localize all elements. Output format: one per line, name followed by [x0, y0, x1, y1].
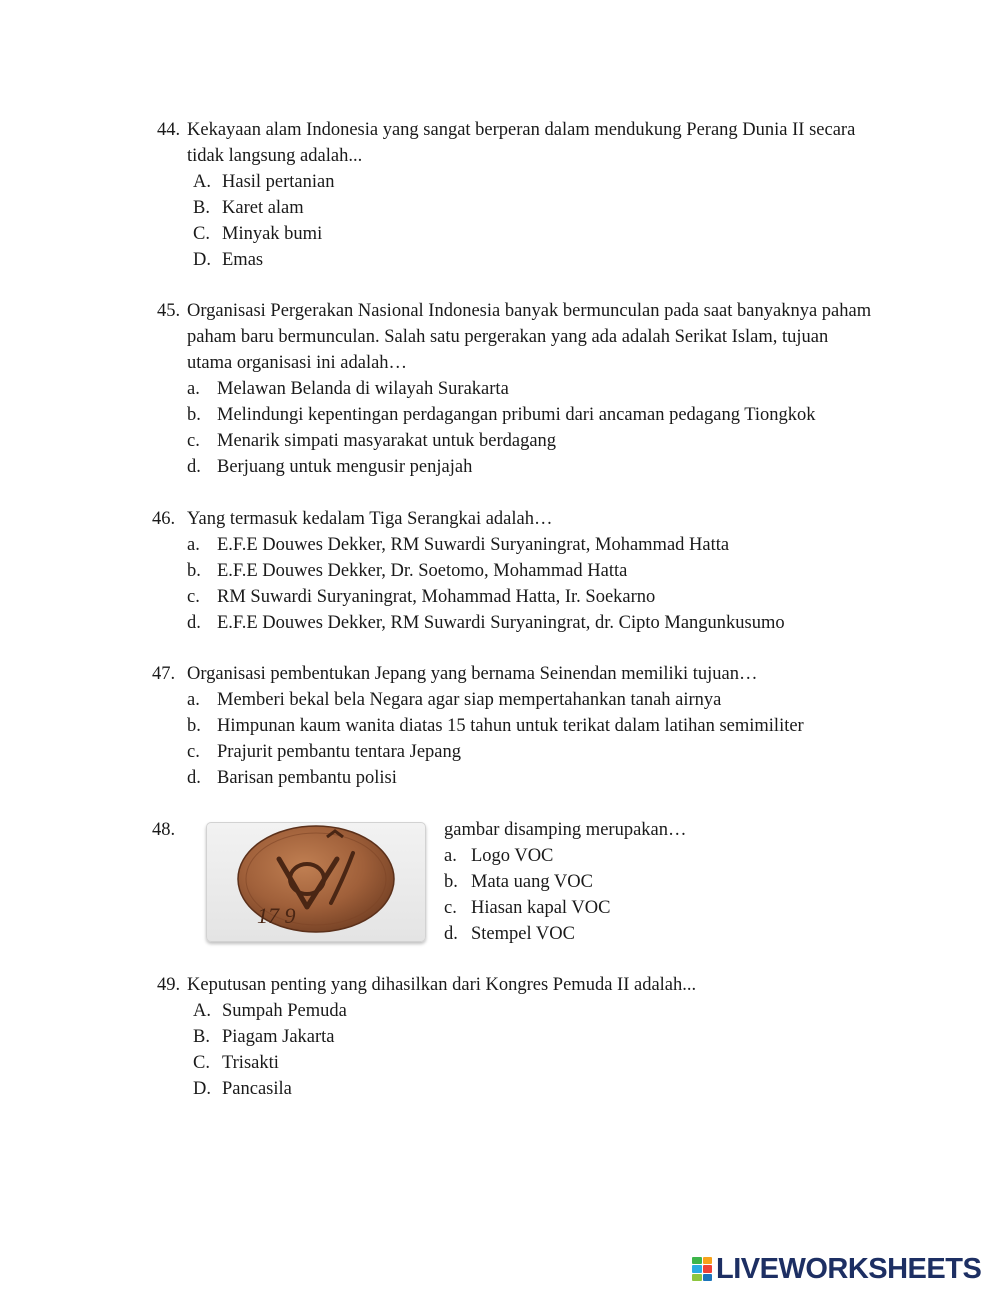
logo-square [692, 1265, 702, 1272]
question-text: gambar disamping merupakan… [444, 820, 687, 840]
option-text: Trisakti [222, 1053, 279, 1073]
option-letter: a. [187, 379, 200, 399]
question-text: Yang termasuk kedalam Tiga Serangkai adalah… [187, 509, 553, 529]
option-text: Prajurit pembantu tentara Jepang [217, 742, 462, 762]
option-b[interactable] [187, 558, 887, 584]
logo-square [703, 1257, 713, 1264]
option-letter: b. [187, 561, 201, 581]
option-letter: b. [187, 405, 201, 425]
question-text: Keputusan penting yang dihasilkan dari Kongres Pemuda II adalah... [187, 975, 697, 995]
option-d[interactable] [187, 765, 887, 791]
option-text: Minyak bumi [222, 224, 323, 244]
option-letter: D. [193, 1079, 211, 1099]
option-c[interactable] [187, 739, 887, 765]
option-text: Stempel VOC [471, 924, 575, 944]
option-letter: c. [187, 431, 200, 451]
logo-square [703, 1265, 713, 1272]
option-c[interactable] [187, 428, 877, 454]
option-letter: C. [193, 1053, 210, 1073]
option-letter: c. [187, 587, 200, 607]
option-letter: c. [444, 898, 457, 918]
option-text: Berjuang untuk mengusir penjajah [217, 457, 473, 477]
option-letter: d. [187, 613, 201, 633]
option-text: Barisan pembantu polisi [217, 768, 397, 788]
option-letter: B. [193, 198, 210, 218]
option-a[interactable] [187, 998, 887, 1024]
option-a[interactable] [187, 169, 867, 195]
option-text: Menarik simpati masyarakat untuk berdagang [217, 431, 557, 451]
option-c[interactable] [187, 221, 867, 247]
option-letter: a. [187, 535, 200, 555]
question-number: 49. [157, 975, 181, 995]
option-text: E.F.E Douwes Dekker, RM Suwardi Suryaningrat, Mohammad Hatta [217, 535, 730, 555]
logo-square [692, 1274, 702, 1281]
question-text: Organisasi pembentukan Jepang yang bernama Seinendan memiliki tujuan… [187, 664, 758, 684]
question-number: 46. [152, 509, 176, 529]
option-letter: c. [187, 742, 200, 762]
option-d[interactable] [187, 610, 887, 636]
question-number: 48. [152, 820, 176, 840]
option-a[interactable] [187, 687, 887, 713]
option-a[interactable] [187, 376, 877, 402]
liveworksheets-logo [692, 1254, 981, 1284]
question-number: 44. [157, 120, 181, 140]
option-text: Hiasan kapal VOC [471, 898, 611, 918]
logo-grid-icon [692, 1257, 712, 1281]
option-d[interactable] [187, 247, 867, 273]
question-number: 45. [157, 301, 181, 321]
option-text: Hasil pertanian [222, 172, 335, 192]
option-text: E.F.E Douwes Dekker, Dr. Soetomo, Mohammad Hatta [217, 561, 628, 581]
logo-square [703, 1274, 713, 1281]
option-letter: C. [193, 224, 210, 244]
option-text: RM Suwardi Suryaningrat, Mohammad Hatta, Ir. Soekarno [217, 587, 656, 607]
option-letter: b. [444, 872, 458, 892]
option-text: Melawan Belanda di wilayah Surakarta [217, 379, 509, 399]
option-c[interactable] [187, 1050, 887, 1076]
option-text: Karet alam [222, 198, 304, 218]
option-c[interactable] [187, 584, 887, 610]
option-d[interactable] [187, 454, 877, 480]
voc-coin-image [206, 822, 426, 942]
option-d[interactable] [444, 921, 864, 947]
question-text: Kekayaan alam Indonesia yang sangat berperan dalam mendukung Perang Dunia II secara tidak langsung adalah... [187, 120, 856, 166]
option-letter: d. [444, 924, 458, 944]
option-text: Pancasila [222, 1079, 292, 1099]
option-letter: a. [444, 846, 457, 866]
option-text: E.F.E Douwes Dekker, RM Suwardi Suryaningrat, dr. Cipto Mangunkusumo [217, 613, 785, 633]
option-letter: d. [187, 457, 201, 477]
option-c[interactable] [444, 895, 864, 921]
option-a[interactable] [187, 532, 887, 558]
option-letter: B. [193, 1027, 210, 1047]
option-b[interactable] [187, 1024, 887, 1050]
coin-date-text: 17 9 [257, 903, 296, 928]
logo-square [692, 1257, 702, 1264]
option-letter: A. [193, 1001, 211, 1021]
option-letter: a. [187, 690, 200, 710]
option-text: Logo VOC [471, 846, 554, 866]
option-a[interactable] [444, 843, 864, 869]
option-text: Mata uang VOC [471, 872, 593, 892]
option-b[interactable] [187, 402, 877, 428]
option-b[interactable] [187, 195, 867, 221]
option-text: Melindungi kepentingan perdagangan pribumi dari ancaman pedagang Tiongkok [217, 405, 816, 425]
option-b[interactable] [444, 869, 864, 895]
option-letter: b. [187, 716, 201, 736]
option-letter: A. [193, 172, 211, 192]
question-number: 47. [152, 664, 176, 684]
option-b[interactable] [187, 713, 887, 739]
option-text: Sumpah Pemuda [222, 1001, 347, 1021]
option-d[interactable] [187, 1076, 887, 1102]
option-text: Piagam Jakarta [222, 1027, 335, 1047]
option-text: Himpunan kaum wanita diatas 15 tahun untuk terikat dalam latihan semimiliter [217, 716, 804, 736]
option-letter: d. [187, 768, 201, 788]
option-text: Emas [222, 250, 264, 270]
logo-text: LIVEWORKSHEETS [716, 1252, 982, 1285]
coin-icon [207, 823, 425, 941]
question-text: Organisasi Pergerakan Nasional Indonesia banyak bermunculan pada saat banyaknya paham paham baru bermunculan. Salah satu pergerakan yang ada adalah Serikat Islam, tujuan utama organisasi ini adalah… [187, 301, 872, 373]
option-letter: D. [193, 250, 211, 270]
option-text: Memberi bekal bela Negara agar siap mempertahankan tanah airnya [217, 690, 722, 710]
